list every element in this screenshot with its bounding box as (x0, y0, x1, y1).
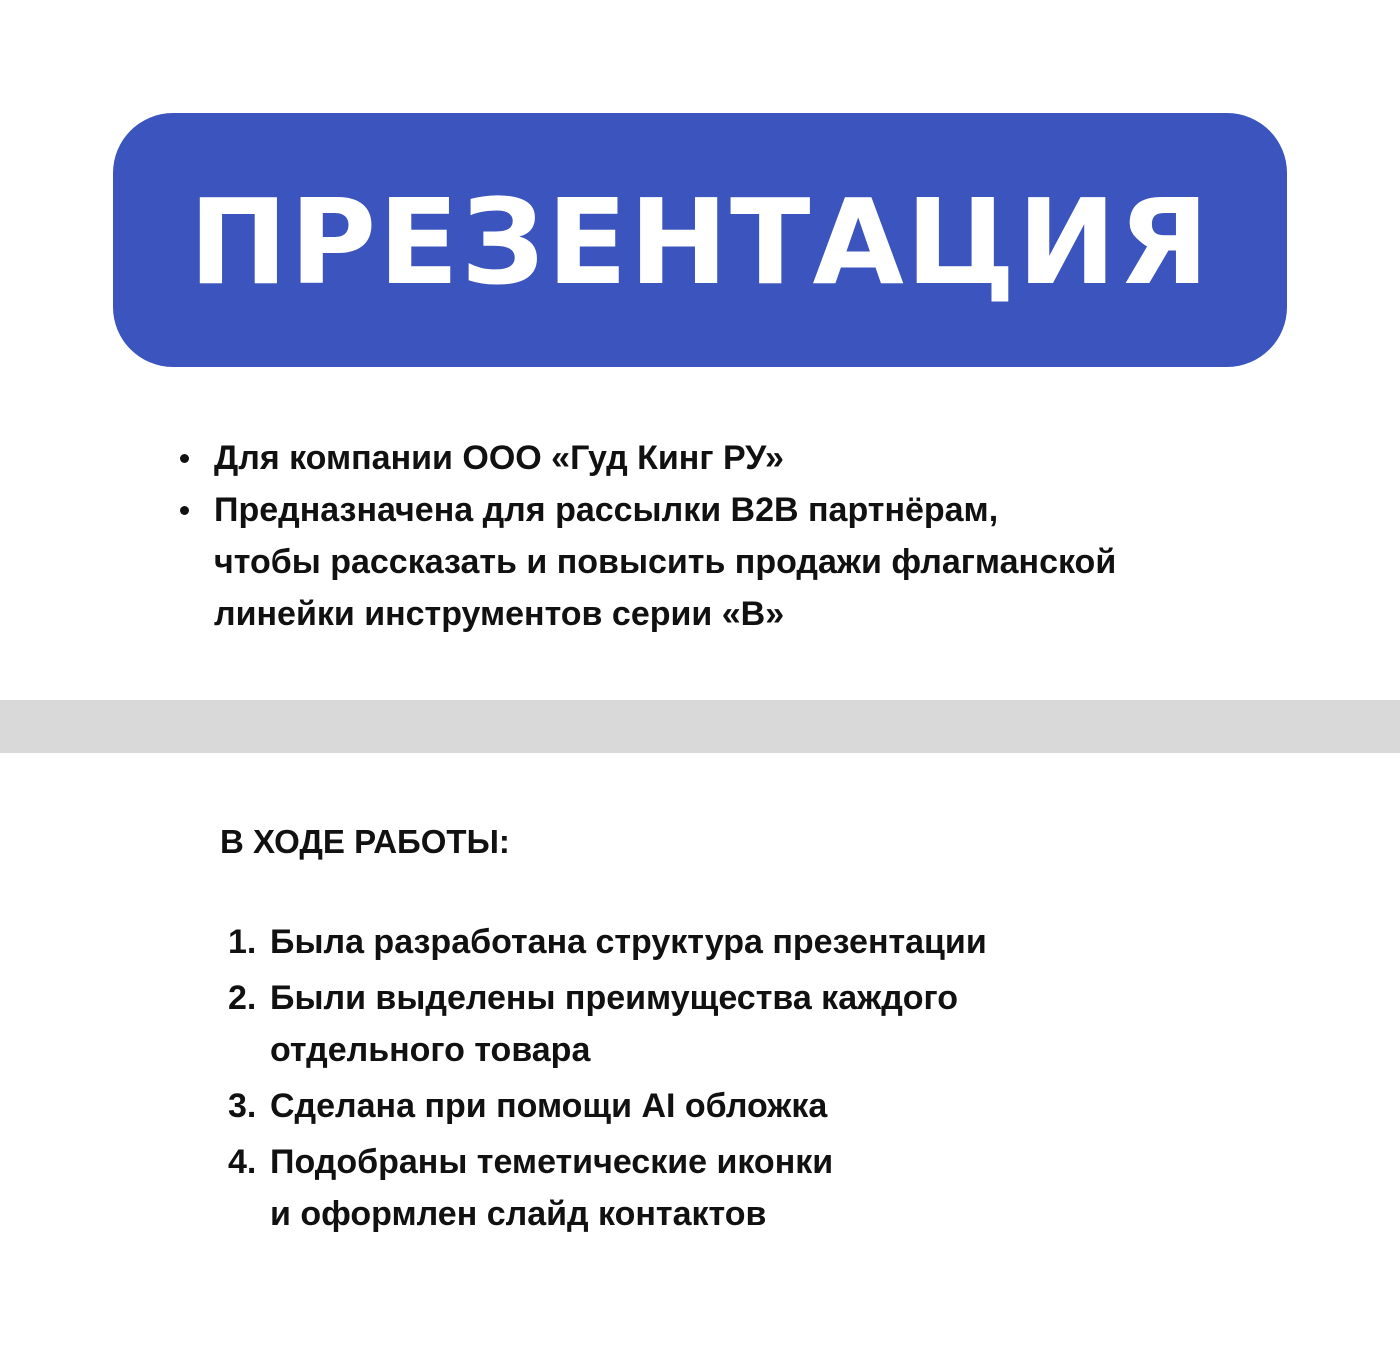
item-text: Были выделены преимущества каждого (270, 979, 959, 1017)
list-item (180, 484, 1260, 640)
item-number: 1. (228, 923, 257, 961)
item-text: Подобраны теметические иконки (270, 1143, 834, 1181)
intro-text: Предназначена для рассылки B2B партнёрам, (214, 491, 999, 529)
list-item (220, 1080, 1220, 1132)
list-item (220, 972, 1220, 1076)
item-text: Была разработана структура презентации (270, 923, 987, 961)
item-number: 3. (228, 1087, 257, 1125)
divider-band (0, 700, 1400, 753)
title-banner (113, 113, 1287, 367)
item-text: и оформлен слайд контактов (270, 1195, 767, 1233)
item-text: отдельного товара (270, 1031, 591, 1069)
list-item (180, 432, 1260, 484)
intro-list (180, 432, 1260, 640)
work-list (220, 916, 1220, 1244)
list-item (220, 916, 1220, 968)
section-heading: В ХОДЕ РАБОТЫ: (220, 823, 510, 860)
list-item (220, 1136, 1220, 1240)
item-number: 4. (228, 1143, 257, 1181)
intro-text: чтобы рассказать и повысить продажи флагманской (214, 543, 1117, 581)
intro-text: линейки инструментов серии «B» (214, 595, 785, 633)
item-number: 2. (228, 979, 257, 1017)
bullet-icon (180, 454, 189, 463)
intro-text: Для компании ООО «Гуд Кинг РУ» (214, 439, 784, 477)
page-title: ПРЕЗЕНТАЦИЯ (189, 173, 1211, 311)
item-text: Сделана при помощи AI обложка (270, 1087, 828, 1125)
bullet-icon (180, 506, 189, 515)
